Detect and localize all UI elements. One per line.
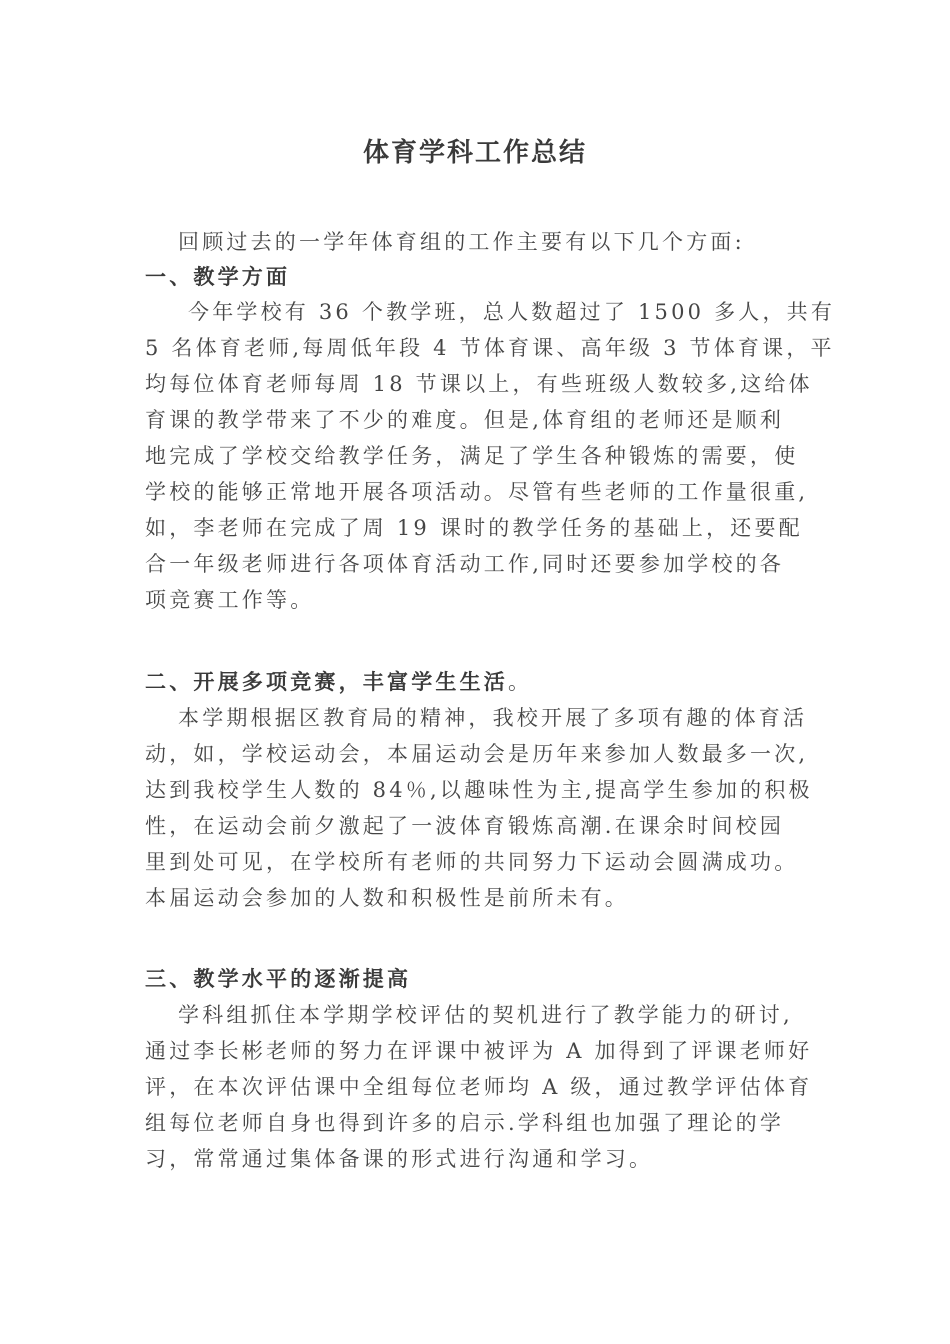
section1-line: 均每位体育老师每周 18 节课以上，有些班级人数较多,这给体 (145, 372, 813, 396)
section1-line: 地完成了学校交给教学任务，满足了学生各种锻炼的需要，使 (145, 444, 799, 468)
section1-line: 项竞赛工作等。 (145, 588, 315, 612)
section2-line: 性，在运动会前夕激起了一波体育锻炼高潮.在课余时间校园 (145, 814, 785, 838)
section2-line: 本届运动会参加的人数和积极性是前所未有。 (145, 886, 629, 910)
section2-line: 达到我校学生人数的 84％,以趣味性为主,提高学生参加的积极 (145, 778, 813, 802)
section2-heading-suffix: 。 (508, 670, 533, 694)
section1-line: 育课的教学带来了不少的难度。但是,体育组的老师还是顺利 (145, 408, 785, 432)
section3-line: 学科组抓住本学期学校评估的契机进行了教学能力的研讨, (178, 1003, 793, 1027)
section3-line: 通过李长彬老师的努力在评课中被评为 A 加得到了评课老师好 (145, 1039, 813, 1063)
intro-paragraph: 回顾过去的一学年体育组的工作主要有以下几个方面: (178, 230, 745, 254)
section2-line: 里到处可见，在学校所有老师的共同努力下运动会圆满成功。 (145, 850, 799, 874)
section1-line: 今年学校有 36 个教学班，总人数超过了 1500 多人，共有 (188, 300, 836, 324)
section2-line: 动，如，学校运动会，本届运动会是历年来参加人数最多一次, (145, 742, 809, 766)
document-title: 体育学科工作总结 (362, 138, 587, 168)
section2-heading: 二、开展多项竞赛，丰富学生生活 (145, 669, 508, 694)
section3-line: 组每位老师自身也得到许多的启示.学科组也加强了理论的学 (145, 1111, 785, 1135)
section3-heading: 三、教学水平的逐渐提高 (145, 966, 412, 991)
section1-line: 学校的能够正常地开展各项活动。尽管有些老师的工作量很重, (145, 480, 809, 504)
section3-line: 习，常常通过集体备课的形式进行沟通和学习。 (145, 1147, 654, 1171)
section1-line: 如，李老师在完成了周 19 课时的教学任务的基础上，还要配 (145, 516, 803, 540)
section3-line: 评，在本次评估课中全组每位老师均 A 级，通过教学评估体育 (145, 1075, 813, 1099)
section1-line: 合一年级老师进行各项体育活动工作,同时还要参加学校的各 (145, 552, 785, 576)
section2-heading-line (145, 667, 532, 697)
section1-line: 5 名体育老师,每周低年段 4 节体育课、高年级 3 节体育课，平 (145, 336, 835, 360)
section2-line: 本学期根据区教育局的精神，我校开展了多项有趣的体育活 (178, 706, 808, 730)
section1-heading: 一、教学方面 (145, 264, 291, 289)
